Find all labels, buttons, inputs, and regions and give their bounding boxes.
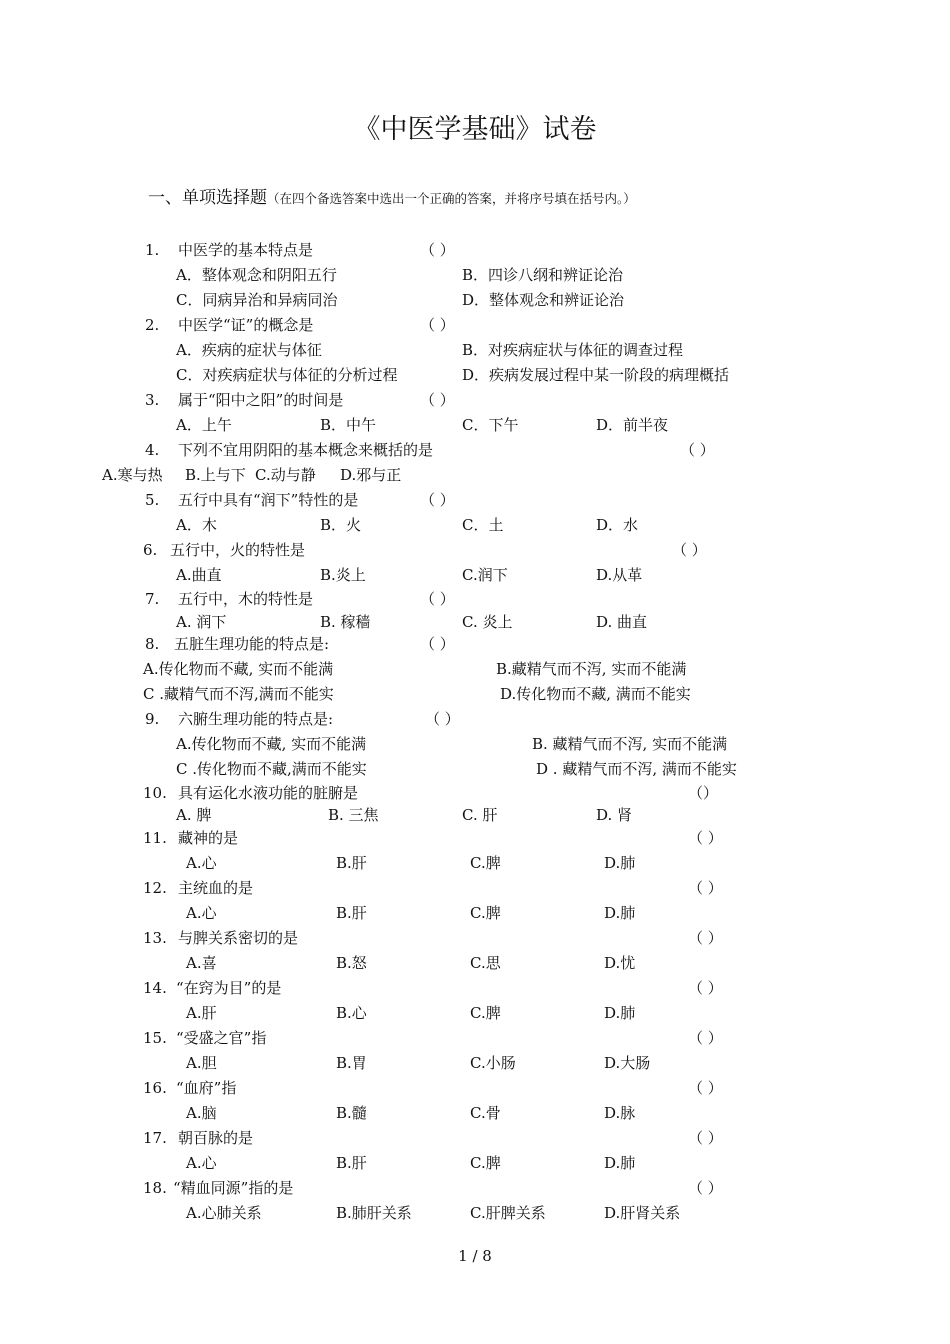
section-heading [148, 186, 636, 211]
option-d: D.从革 [596, 566, 643, 584]
option-a: A．整体观念和阴阳五行 [176, 266, 337, 284]
option-b: B.藏精气而不泻, 实而不能满 [496, 660, 687, 678]
answer-bracket: （ ） [420, 316, 455, 334]
option-d: D．水 [596, 516, 639, 534]
question-number: 1. [145, 241, 160, 259]
option-b: B.肺肝关系 [336, 1204, 412, 1222]
question-number: 3. [145, 391, 160, 409]
option-c: C.动与静 [255, 466, 316, 484]
option-a: A．疾病的症状与体征 [176, 341, 322, 359]
answer-bracket: （ ） [688, 1079, 723, 1097]
option-b: B. 三焦 [328, 806, 379, 824]
option-c: C .传化物而不藏,满而不能实 [176, 760, 367, 778]
option-d: D. 肾 [596, 806, 633, 824]
section-heading-text: 一、单项选择题 [148, 188, 267, 208]
option-d: D.肺 [604, 904, 636, 922]
question-stem: “血府”指 [176, 1079, 237, 1097]
option-a: A.喜 [186, 954, 217, 972]
question-number: 14. [143, 979, 167, 997]
option-a: A.胆 [186, 1054, 217, 1072]
answer-bracket: （ ） [688, 979, 723, 997]
option-d: D．整体观念和辨证论治 [462, 291, 625, 309]
option-c: C．土 [462, 516, 504, 534]
question-stem: 具有运化水液功能的脏腑是 [178, 784, 359, 802]
answer-bracket: （ ） [688, 1029, 723, 1047]
question-number: 9. [145, 710, 160, 728]
option-a: A.心 [186, 854, 217, 872]
option-d: D . 藏精气而不泻, 满而不能实 [536, 760, 737, 778]
question-stem: 与脾关系密切的是 [178, 929, 299, 947]
page-number: 1 / 8 [458, 1247, 492, 1265]
question-stem: 藏神的是 [178, 829, 239, 847]
option-c: C.骨 [470, 1104, 501, 1122]
question-stem: 五脏生理功能的特点是: [174, 635, 330, 653]
option-d: D.传化物而不藏, 满而不能实 [500, 685, 691, 703]
answer-bracket: （ ） [420, 391, 455, 409]
question-stem: 中医学“证”的概念是 [178, 316, 314, 334]
option-c: C.小肠 [470, 1054, 516, 1072]
answer-bracket: （ ） [688, 1129, 723, 1147]
option-b: B.炎上 [320, 566, 366, 584]
question-stem: “精血同源”指的是 [173, 1179, 294, 1197]
section-instruction: （在四个备选答案中选出一个正确的答案，并将序号填在括号内。） [267, 191, 636, 206]
option-a: A.心 [186, 904, 217, 922]
option-c: C.脾 [470, 1004, 501, 1022]
option-d: D.邪与正 [340, 466, 402, 484]
option-d: D. 曲直 [596, 613, 648, 631]
question-number: 10. [143, 784, 167, 802]
option-d: D.肺 [604, 854, 636, 872]
option-a: A. 润下 [176, 613, 227, 631]
answer-bracket: （） [688, 784, 719, 802]
option-b: B.上与下 [185, 466, 246, 484]
question-stem: 五行中，火的特性是 [170, 541, 306, 559]
question-number: 8. [145, 635, 160, 653]
option-a: A. 脾 [176, 806, 212, 824]
option-b: B.怒 [336, 954, 367, 972]
option-a: A．上午 [176, 416, 232, 434]
option-b: B．四诊八纲和辨证论治 [462, 266, 624, 284]
page-title: 《中医学基础》试卷 [353, 114, 597, 145]
question-stem: “受盛之官”指 [176, 1029, 267, 1047]
answer-bracket: （ ） [420, 635, 455, 653]
option-a: A.心 [186, 1154, 217, 1172]
option-d: D.大肠 [604, 1054, 651, 1072]
question-stem: 朝百脉的是 [178, 1129, 254, 1147]
question-stem: 下列不宜用阴阳的基本概念来概括的是 [178, 441, 434, 459]
option-a: A.脑 [186, 1104, 217, 1122]
option-a: A.传化物而不藏, 实而不能满 [143, 660, 334, 678]
option-d: D.肺 [604, 1004, 636, 1022]
question-number: 15. [143, 1029, 167, 1047]
option-a: A．木 [176, 516, 217, 534]
question-number: 7. [145, 590, 160, 608]
option-c: C.脾 [470, 1154, 501, 1172]
option-b: B．对疾病症状与体征的调查过程 [462, 341, 684, 359]
option-d: D.肺 [604, 1154, 636, 1172]
option-a: A.肝 [186, 1004, 217, 1022]
option-c: C.肝脾关系 [470, 1204, 546, 1222]
option-c: C．同病异治和异病同治 [176, 291, 338, 309]
answer-bracket: （ ） [420, 491, 455, 509]
option-b: B.胃 [336, 1054, 367, 1072]
question-number: 16. [143, 1079, 167, 1097]
option-c: C．下午 [462, 416, 519, 434]
option-b: B.肝 [336, 904, 367, 922]
answer-bracket: （ ） [672, 541, 707, 559]
question-stem: 五行中，木的特性是 [178, 590, 314, 608]
option-d: D．疾病发展过程中某一阶段的病理概括 [462, 366, 730, 384]
question-number: 12. [143, 879, 167, 897]
answer-bracket: （ ） [688, 829, 723, 847]
answer-bracket: （ ） [420, 241, 455, 259]
question-stem: “在窍为目”的是 [176, 979, 282, 997]
answer-bracket: （ ） [425, 710, 460, 728]
option-b: B．中午 [320, 416, 377, 434]
option-b: B．火 [320, 516, 362, 534]
question-stem: 属于“阳中之阳”的时间是 [178, 391, 344, 409]
option-b: B.心 [336, 1004, 367, 1022]
option-c: C．对疾病症状与体征的分析过程 [176, 366, 398, 384]
option-a: A.心肺关系 [186, 1204, 262, 1222]
question-stem: 六腑生理功能的特点是: [178, 710, 334, 728]
option-c: C .藏精气而不泻,满而不能实 [143, 685, 334, 703]
option-c: C.思 [470, 954, 501, 972]
option-d: D.脉 [604, 1104, 636, 1122]
option-d: D.肝肾关系 [604, 1204, 681, 1222]
option-a: A.寒与热 [102, 466, 163, 484]
question-number: 17. [143, 1129, 167, 1147]
option-d: D.忧 [604, 954, 636, 972]
answer-bracket: （ ） [680, 441, 715, 459]
option-b: B.肝 [336, 854, 367, 872]
answer-bracket: （ ） [688, 929, 723, 947]
option-c: C.脾 [470, 854, 501, 872]
option-c: C. 肝 [462, 806, 498, 824]
option-d: D．前半夜 [596, 416, 669, 434]
option-a: A.曲直 [176, 566, 222, 584]
question-stem: 中医学的基本特点是 [178, 241, 314, 259]
question-number: 18. [143, 1179, 167, 1197]
question-number: 4. [145, 441, 160, 459]
option-a: A.传化物而不藏, 实而不能满 [176, 735, 367, 753]
question-stem: 主统血的是 [178, 879, 254, 897]
question-number: 2. [145, 316, 160, 334]
option-c: C.脾 [470, 904, 501, 922]
answer-bracket: （ ） [688, 879, 723, 897]
answer-bracket: （ ） [420, 590, 455, 608]
question-stem: 五行中具有“润下”特性的是 [178, 491, 359, 509]
question-number: 13. [143, 929, 167, 947]
option-b: B. 稼穑 [320, 613, 371, 631]
option-c: C. 炎上 [462, 613, 513, 631]
question-number: 6. [143, 541, 158, 559]
option-b: B.肝 [336, 1154, 367, 1172]
option-c: C.润下 [462, 566, 508, 584]
answer-bracket: （ ） [688, 1179, 723, 1197]
option-b: B.髓 [336, 1104, 367, 1122]
question-number: 5. [145, 491, 160, 509]
option-b: B. 藏精气而不泻, 实而不能满 [532, 735, 728, 753]
question-number: 11. [143, 829, 167, 847]
